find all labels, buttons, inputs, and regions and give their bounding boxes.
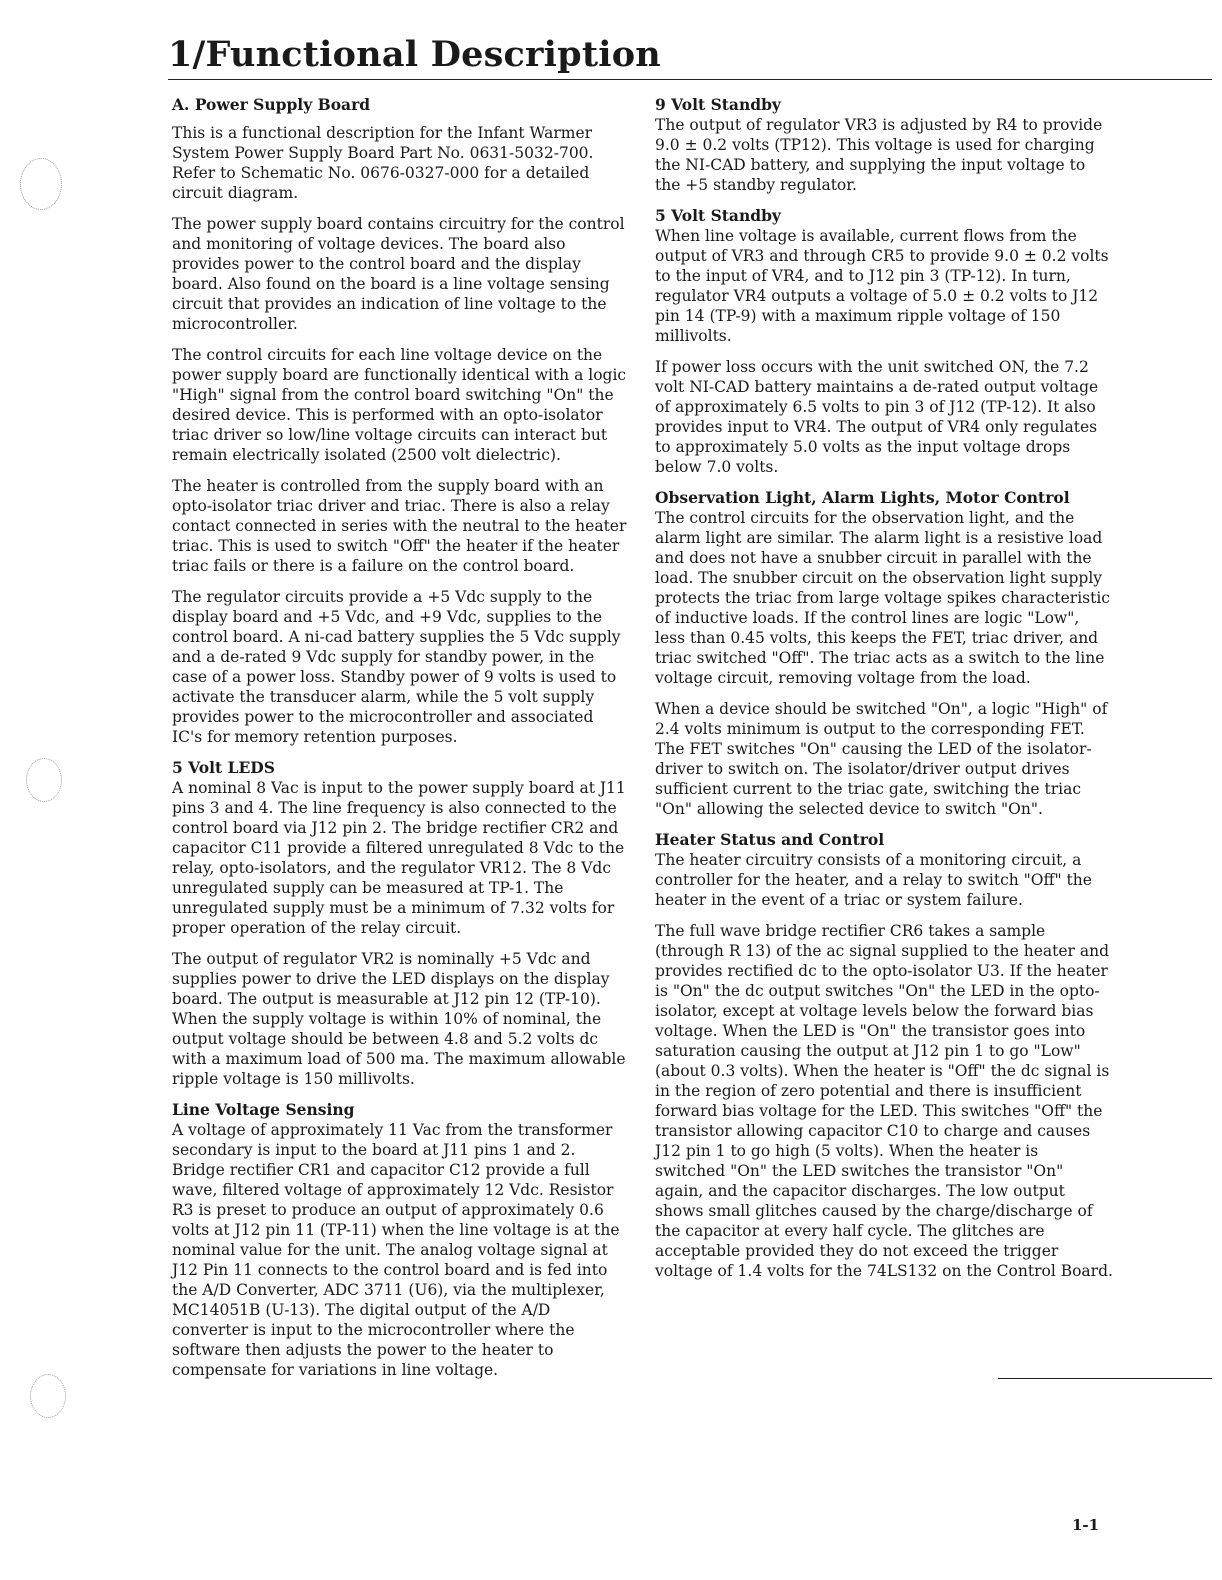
section-heading-power-supply-board: A. Power Supply Board	[172, 95, 371, 114]
paragraph: A voltage of approximately 11 Vac from the transformer secondary is input to the board at J11 pins 1 and 2. Bridge rectifier CR1 and capacitor C12 provide a full wave, filtered voltage of approximately 12 Vdc. Resistor R3 is preset to produce an output of approximately 0.6 volts at J12 pin 11 (TP-11) when the line voltage is at the nominal value for the unit. The analog voltage signal at J12 Pin 11 connects to the control board and is fed into the A/D Converter, ADC 3711 (U6), via the multiplexer, MC14051B (U-13). The digital output of the A/D converter is input to the microcontroller where the software then adjusts the power to the heater to compensate for variations in line voltage.	[172, 1121, 620, 1379]
paragraph: The control circuits for the observation light, and the alarm light are similar. The alarm light is a resistive load and does not have a snubber circuit in parallel with the load. The snubber circuit on the observation light supply protects the triac from large voltage spikes characteristic of inductive loads. If the control lines are logic "Low", less than 0.45 volts, this keeps the FET, triac driver, and triac switched "Off". The triac acts as a switch to the line voltage circuit, removing voltage from the load.	[655, 509, 1110, 687]
binder-hole-mark-bottom	[30, 1374, 66, 1418]
paragraph: This is a functional description for the Infant Warmer System Power Supply Board Part No. 0631-5032-700. Refer to Schematic No. 0676-0327-000 for a detailed circuit diagram.	[172, 124, 594, 202]
title-rule	[168, 79, 1212, 80]
subheading-observation-light: Observation Light, Alarm Lights, Motor Control	[655, 488, 1070, 507]
page-title: 1/Functional Description	[168, 34, 661, 75]
paragraph: The control circuits for each line voltage device on the power supply board are functionally identical with a logic "High" signal from the control board switching "On" the desired device. This is performed with an opto-isolator triac driver so low/line voltage circuits can interact but remain electrically isolated (2500 volt dielectric).	[172, 346, 627, 464]
subheading-9-volt-standby: 9 Volt Standby	[655, 95, 781, 114]
subheading-heater-status-control: Heater Status and Control	[655, 830, 885, 849]
paragraph: The output of regulator VR3 is adjusted by R4 to provide 9.0 ± 0.2 volts (TP12). This voltage is used for charging the NI-CAD battery, and supplying the input voltage to the +5 standby regulator.	[655, 116, 1103, 194]
section-end-rule	[998, 1378, 1212, 1379]
paragraph: When line voltage is available, current flows from the output of VR3 and through CR5 to provide 9.0 ± 0.2 volts to the input of VR4, and to J12 pin 3 (TP-12). In turn, regulator VR4 outputs a voltage of 5.0 ± 0.2 volts to J12 pin 14 (TP-9) with a maximum ripple voltage of 150 millivolts.	[655, 227, 1109, 345]
paragraph: The heater circuitry consists of a monitoring circuit, a controller for the heater, and a relay to switch "Off" the heater in the event of a triac or system failure.	[655, 851, 1092, 909]
paragraph: When a device should be switched "On", a logic "High" of 2.4 volts minimum is output to the corresponding FET. The FET switches "On" causing the LED of the isolator-driver to switch on. The isolator/driver output drives sufficient current to the triac gate, switching the triac "On" allowing the selected device to switch "On".	[655, 700, 1108, 818]
subheading-line-voltage-sensing: Line Voltage Sensing	[172, 1100, 355, 1119]
paragraph: The output of regulator VR2 is nominally +5 Vdc and supplies power to drive the LED displays on the display board. The output is measurable at J12 pin 12 (TP-10). When the supply voltage is within 10% of nominal, the output voltage should be between 4.8 and 5.2 volts dc with a maximum load of 500 ma. The maximum allowable ripple voltage is 150 millivolts.	[172, 950, 626, 1088]
subheading-5-volt-standby: 5 Volt Standby	[655, 206, 781, 225]
left-column	[172, 95, 627, 1391]
paragraph: The heater is controlled from the supply board with an opto-isolator triac driver and triac. There is also a relay contact connected in series with the neutral to the heater triac. This is used to switch "Off" the heater if the heater triac fails or there is a failure on the control board.	[172, 477, 627, 575]
subheading-5-volt-leds: 5 Volt LEDS	[172, 758, 275, 777]
binder-hole-mark-top	[20, 158, 62, 210]
paragraph: The power supply board contains circuitry for the control and monitoring of voltage devices. The board also provides power to the control board and the display board. Also found on the board is a line voltage sensing circuit that provides an indication of line voltage to the microcontroller.	[172, 215, 625, 333]
paragraph: The regulator circuits provide a +5 Vdc supply to the display board and +5 Vdc, and +9 Vdc, supplies to the control board. A ni-cad battery supplies the 5 Vdc supply and a de-rated 9 Vdc supply for standby power, in the case of a power loss. Standby power of 9 volts is used to activate the transducer alarm, while the 5 volt supply provides power to the microcontroller and associated IC's for memory retention purposes.	[172, 588, 621, 746]
binder-hole-mark-middle	[26, 758, 62, 802]
right-column	[655, 95, 1113, 1292]
paragraph: The full wave bridge rectifier CR6 takes a sample (through R 13) of the ac signal supplied to the heater and provides rectified dc to the opto-isolator U3. If the heater is "On" the dc output switches "On" the LED in the opto-isolator, except at voltage levels below the forward bias voltage. When the LED is "On" the transistor goes into saturation causing the output at J12 pin 1 to go "Low" (about 0.3 volts). When the heater is "Off" the dc signal is in the region of zero potential and there is insufficient forward bias voltage for the LED. This switches "Off" the transistor allowing capacitor C10 to charge and causes J12 pin 1 to go high (5 volts). When the heater is switched "On" the LED switches the transistor "On" again, and the capacitor discharges. The low output shows small glitches caused by the charge/discharge of the capacitor at every half cycle. The glitches are acceptable provided they do not exceed the trigger voltage of 1.4 volts for the 74LS132 on the Control Board.	[655, 922, 1113, 1280]
paragraph: A nominal 8 Vac is input to the power supply board at J11 pins 3 and 4. The line frequency is also connected to the control board via J12 pin 2. The bridge rectifier CR2 and capacitor C11 provide a filtered unregulated 8 Vdc to the relay, opto-isolators, and the regulator VR12. The 8 Vdc unregulated supply can be measured at TP-1. The unregulated supply must be a minimum of 7.32 volts for proper operation of the relay circuit.	[172, 779, 626, 937]
paragraph: If power loss occurs with the unit switched ON, the 7.2 volt NI-CAD battery maintains a de-rated output voltage of approximately 6.5 volts to pin 3 of J12 (TP-12). It also provides input to VR4. The output of VR4 only regulates to approximately 5.0 volts as the input voltage drops below 7.0 volts.	[655, 358, 1099, 476]
page-number: 1-1	[1072, 1516, 1100, 1534]
